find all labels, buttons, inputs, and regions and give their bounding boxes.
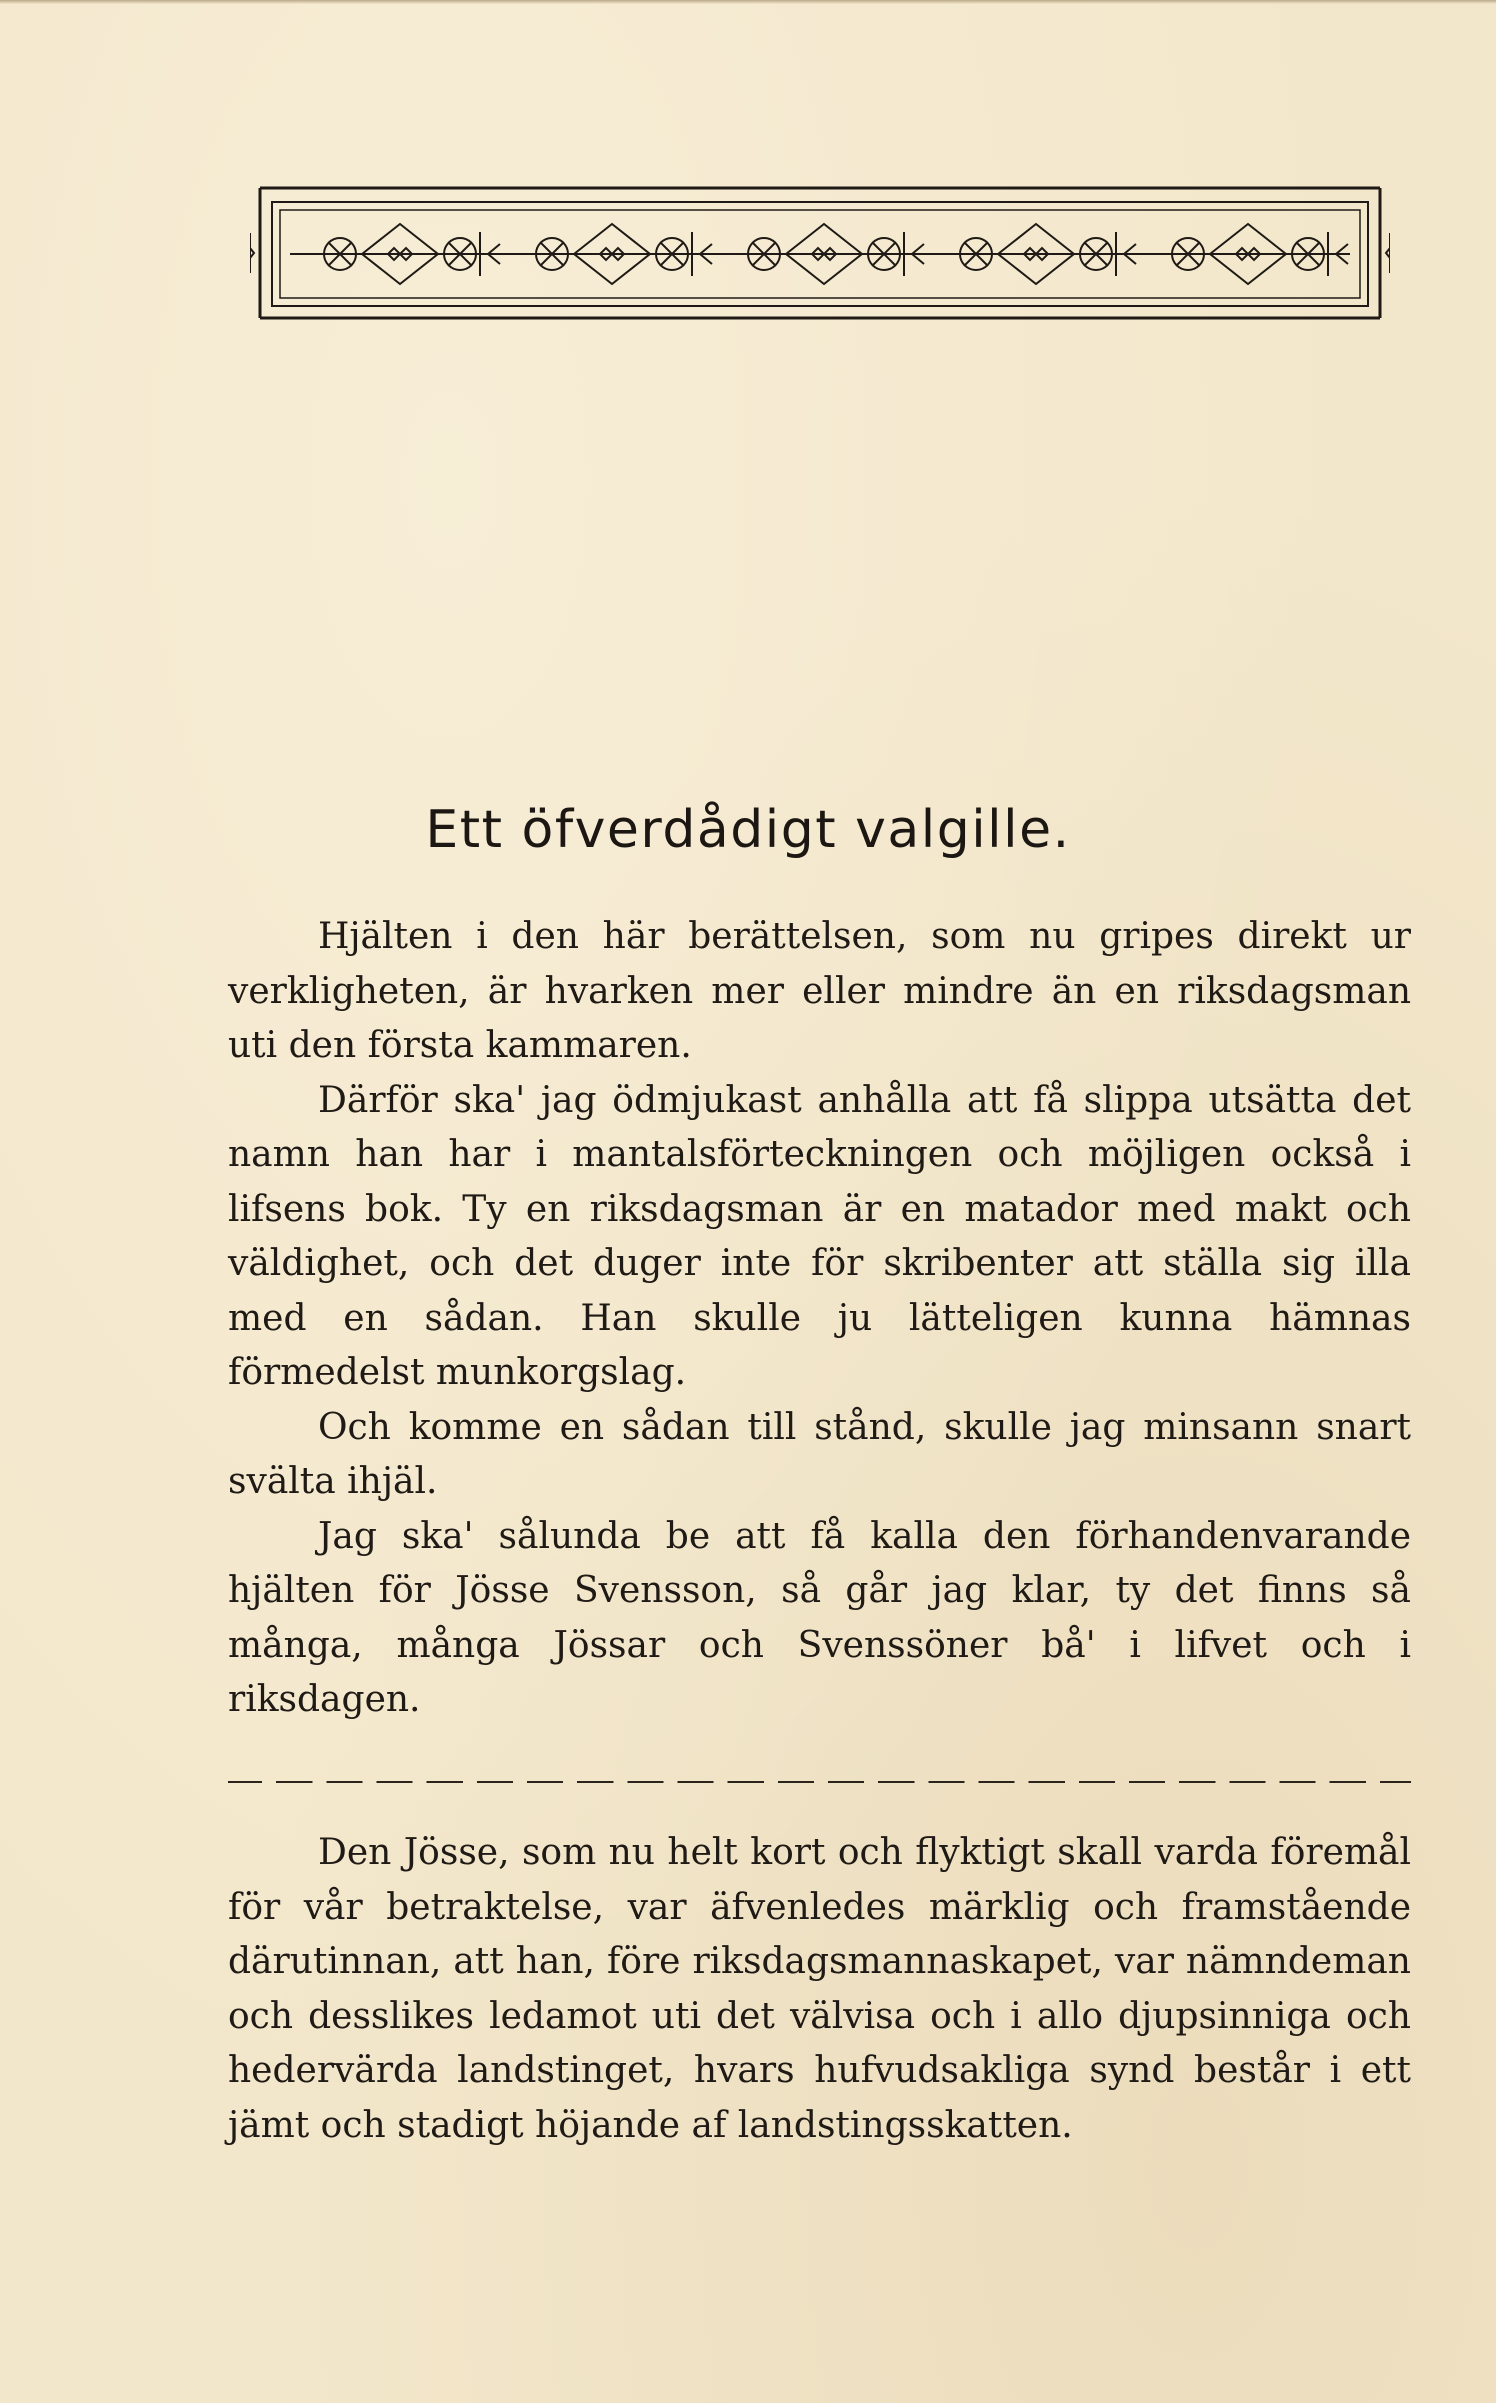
paragraph: Och komme en sådan till stånd, skulle jag minsann snart svälta ihjäl.	[228, 1406, 1411, 1502]
paragraph: Den Jösse, som nu helt kort och flyktigt skall varda föremål för vår betraktelse, var äfvenledes märklig och framstående därutinnan, att han, före riksdagsmannaskapet, var nämndeman och desslikes ledamot uti det välvisa och i allo djupsinniga och hedervärda landstinget, hvars hufvudsakliga synd består i ett jämt och stadigt höjande af landstingsskatten.	[228, 1832, 1411, 2146]
paragraph: Hjälten i den här berättelsen, som nu gripes direkt ur verkligheten, är hvarken mer eller mindre än en riksdagsman uti den första kammaren.	[228, 916, 1411, 1066]
body-text	[228, 910, 1411, 2153]
paragraph: Därför ska' jag ödmjukast anhålla att få slippa utsätta det namn han har i mantalsförteckningen och möjligen också i lifsens bok. Ty en riksdagsman är en matador med makt och väldighet, och det duger inte för skribenter att ställa sig illa med en sådan. Han skulle ju lätteligen kunna hämnas förmedelst munkorgslag.	[228, 1079, 1411, 1393]
page-top-edge	[0, 0, 1496, 4]
section-divider	[228, 1750, 1411, 1805]
paragraph: Jag ska' sålunda be att få kalla den förhandenvarande hjälten för Jösse Svensson, så går jag klar, ty det finns så många, många Jössar och Svenssöner bå' i lifvet och i riksdagen.	[228, 1515, 1411, 1720]
chapter-title: Ett öfverdådigt valgille.	[425, 800, 1071, 860]
decorative-border-icon	[250, 178, 1390, 328]
